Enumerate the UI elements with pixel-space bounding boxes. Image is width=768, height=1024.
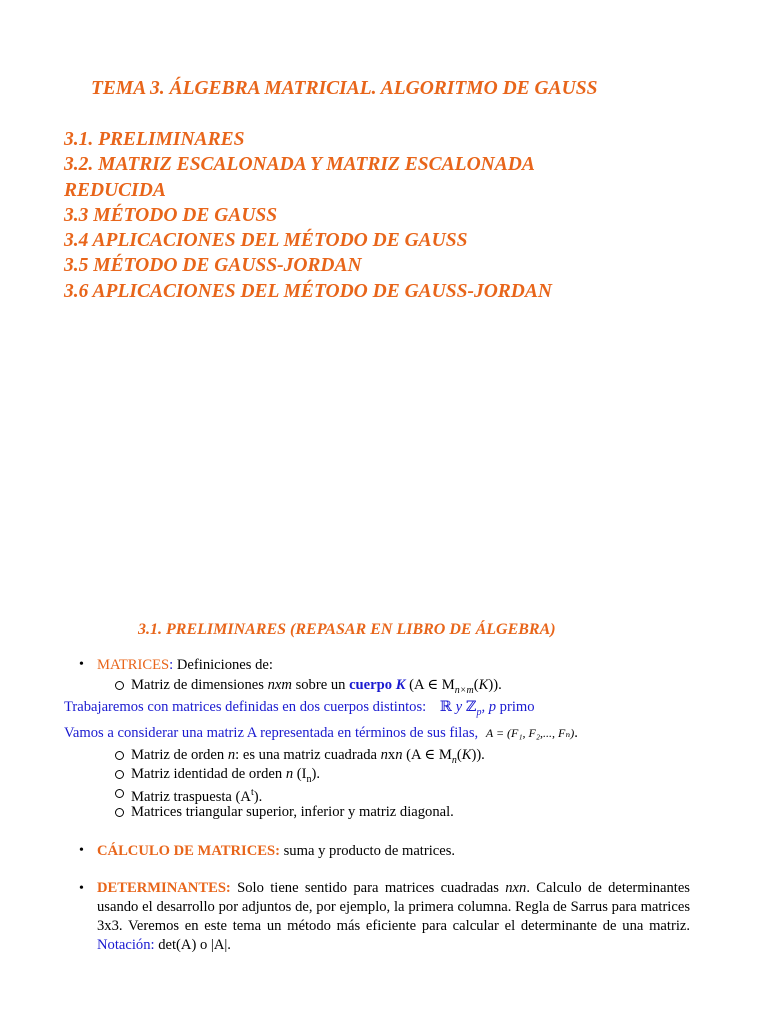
math-subscript: p: [476, 706, 482, 718]
calc-bullet: [97, 842, 455, 860]
math-text: primo: [496, 699, 535, 715]
sub-item-text: )).: [471, 747, 485, 763]
rows-text: Vamos a considerar una matriz A representada en términos de sus filas,: [64, 725, 479, 741]
sub-item-text: (A ∈ M: [405, 677, 455, 693]
sub-item-text: ).: [311, 766, 320, 782]
table-of-contents: [64, 127, 552, 304]
sub-item-triangular: [131, 803, 454, 821]
notation-text: det(A) o |A|.: [154, 937, 231, 954]
math-subscript: n×m: [454, 684, 474, 696]
rows-period: .: [574, 725, 578, 741]
math-subscript: n: [451, 754, 457, 766]
sub-item-text: : es una matriz cuadrada: [235, 747, 381, 763]
math-var: nxn: [505, 880, 527, 896]
sub-item-text: (I: [293, 766, 307, 782]
matrices-label: MATRICES: [97, 657, 170, 673]
sub-item-text: (A ∈ M: [402, 747, 452, 763]
matrices-text: Definiciones de:: [173, 657, 273, 673]
toc-item: 3.4 APLICACIONES DEL MÉTODO DE GAUSS: [64, 230, 468, 252]
matrices-colon: :: [169, 657, 174, 673]
matrices-bullet: [97, 656, 273, 674]
sub-item-text: Matriz de orden: [131, 747, 228, 763]
sub-item-text: sobre un: [291, 677, 350, 693]
calc-text: suma y producto de matrices.: [279, 843, 456, 859]
det-text: Solo tiene sentido para matrices cuadradas: [230, 880, 506, 896]
section-heading: 3.1. PRELIMINARES (REPASAR EN LIBRO DE ÁLGEBRA): [138, 621, 556, 638]
toc-item: 3.1. PRELIMINARES: [64, 129, 245, 150]
math-var: n: [395, 747, 403, 763]
rows-formula: A = (F₁, F₂,..., Fₙ): [485, 726, 575, 740]
math-text: , p: [481, 699, 497, 715]
rows-line: [64, 724, 578, 742]
sub-item-text: Matriz de dimensiones: [131, 677, 268, 693]
math-var: nxm: [267, 677, 292, 693]
math-text: y: [452, 699, 466, 715]
sub-item-text: (: [456, 747, 462, 763]
sub-item-dimensions: [131, 676, 502, 700]
sub-item-text: x: [387, 747, 396, 763]
toc-item: 3.2. MATRIZ ESCALONADA Y MATRIZ ESCALONADA: [64, 154, 535, 176]
math-superscript: t: [250, 787, 254, 798]
sub-item-text: Matriz traspuesta (A: [131, 788, 251, 805]
sub-item-text: Matriz identidad de orden: [131, 766, 286, 782]
math-var: K: [461, 747, 472, 763]
notation-label: Notación:: [97, 937, 155, 954]
toc-item: 3.3 MÉTODO DE GAUSS: [64, 204, 278, 226]
math-subscript: n: [306, 773, 312, 785]
math-var: K: [395, 677, 406, 693]
sub-item-text: )).: [488, 677, 502, 693]
toc-item: 3.6 APLICACIONES DEL MÉTODO DE GAUSS-JORDAN: [64, 280, 552, 302]
calc-label: CÁLCULO DE MATRICES:: [97, 843, 280, 859]
math-var: n: [285, 766, 294, 782]
math-integers: ℤ: [465, 698, 477, 715]
det-label: DETERMINANTES:: [97, 880, 231, 896]
sub-item-text: (: [473, 677, 479, 693]
cuerpo-link[interactable]: cuerpo: [349, 677, 396, 693]
sub-item-text: Matrices triangular superior, inferior y matriz diagonal.: [131, 804, 454, 820]
fields-line: [64, 698, 535, 722]
toc-item: REDUCIDA: [64, 179, 166, 201]
math-var: n: [227, 747, 236, 763]
fields-math: [439, 698, 535, 718]
det-bullet: [97, 879, 690, 955]
math-var: K: [478, 677, 489, 693]
fields-text: Trabajaremos con matrices definidas en dos cuerpos distintos:: [64, 699, 427, 715]
math-var: n: [380, 747, 388, 763]
page-title: TEMA 3. ÁLGEBRA MATRICIAL. ALGORITMO DE GAUSS: [91, 78, 598, 99]
math-reals: ℝ: [439, 698, 452, 715]
sub-item-text: ).: [253, 788, 263, 805]
det-text: . Calculo de determinantes usando el desarrollo por adjuntos de, por ejemplo, la primera columna. Regla de Sarrus para matrices 3x3. Veremos en este tema un método más eficiente para calcular el determinante de una matriz.: [97, 880, 690, 935]
toc-item: 3.5 MÉTODO DE GAUSS-JORDAN: [64, 255, 362, 277]
